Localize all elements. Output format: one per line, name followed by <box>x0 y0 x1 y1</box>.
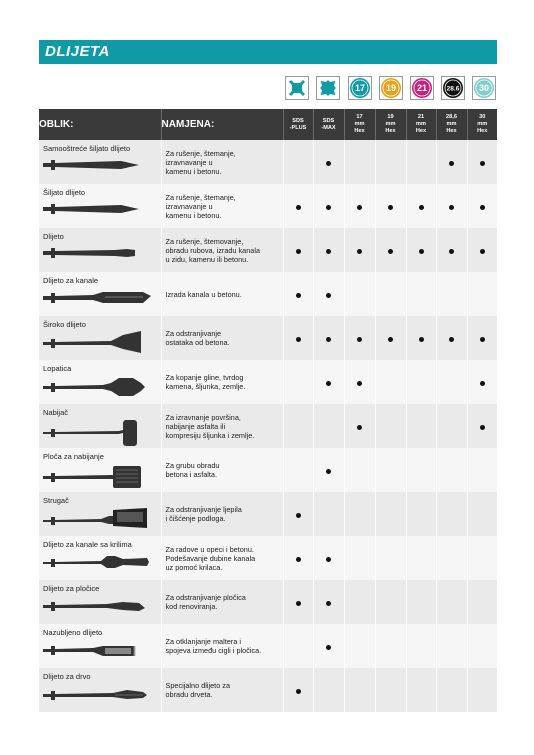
usage-line: nabijanje asfalta ili <box>165 421 226 431</box>
table-row <box>39 668 497 712</box>
compatible-dot-icon <box>480 161 485 166</box>
compatible-dot-icon <box>449 161 454 166</box>
header-oblik: OBLIK: <box>39 109 161 140</box>
hex-19-icon <box>379 76 403 100</box>
compatible-dot-icon <box>388 249 393 254</box>
compat-cell <box>283 624 313 668</box>
compatible-dot-icon <box>326 645 331 650</box>
compatible-dot-icon <box>419 205 424 210</box>
compatible-dot-icon <box>480 425 485 430</box>
compat-cell <box>283 228 313 272</box>
table-row <box>39 580 497 624</box>
compat-cell <box>406 624 436 668</box>
header-col-line: 17 <box>356 114 363 120</box>
usage-line: Izrada kanala u betonu. <box>165 289 242 299</box>
compatible-dot-icon <box>449 337 454 342</box>
tool-shape-cell <box>39 360 161 404</box>
compat-cell <box>406 228 436 272</box>
header-col-3 <box>375 109 406 140</box>
compatible-dot-icon <box>357 425 362 430</box>
compatible-dot-icon <box>357 381 362 386</box>
header-col-4 <box>406 109 436 140</box>
header-col-line: Hex <box>385 128 396 134</box>
compat-cell <box>344 668 375 712</box>
compat-cell <box>467 536 497 580</box>
compat-cell <box>467 580 497 624</box>
usage-line: uz pomoć krilaca. <box>165 562 223 572</box>
tool-usage <box>161 184 283 228</box>
compat-cell <box>467 184 497 228</box>
compat-cell <box>436 536 467 580</box>
compatible-dot-icon <box>296 205 301 210</box>
table-row <box>39 404 497 448</box>
compat-cell <box>406 492 436 536</box>
compat-cell <box>436 272 467 316</box>
compat-cell <box>283 140 313 184</box>
compatible-dot-icon <box>357 205 362 210</box>
compat-cell <box>375 580 406 624</box>
compatible-dot-icon <box>296 601 301 606</box>
compat-cell <box>375 228 406 272</box>
compatible-dot-icon <box>296 293 301 298</box>
svg-text:19: 19 <box>385 83 397 94</box>
table-row <box>39 492 497 536</box>
table-row <box>39 536 497 580</box>
compat-cell <box>467 316 497 360</box>
compat-cell <box>313 492 344 536</box>
compat-cell <box>283 272 313 316</box>
compat-cell <box>375 536 406 580</box>
tool-shape-cell <box>39 140 161 184</box>
tool-usage <box>161 492 283 536</box>
compat-cell <box>344 536 375 580</box>
sds-plus-icon <box>285 76 309 100</box>
compat-cell <box>375 272 406 316</box>
tool-name: Lopatica <box>43 364 72 373</box>
tool-shape-cell <box>39 624 161 668</box>
table-row <box>39 228 497 272</box>
compat-cell <box>283 580 313 624</box>
usage-line: u zidu, kamenu ili betonu. <box>165 254 249 264</box>
compat-cell <box>467 360 497 404</box>
tool-shape-cell <box>39 404 161 448</box>
tool-name: Dlijeto <box>43 232 64 241</box>
tool-name: Dlijeto za kanale <box>43 276 99 285</box>
compat-cell <box>375 316 406 360</box>
compatible-dot-icon <box>326 557 331 562</box>
compatible-dot-icon <box>449 249 454 254</box>
header-col-line: mm <box>385 121 396 127</box>
svg-text:30: 30 <box>478 83 490 94</box>
header-col-line: Hex <box>354 128 365 134</box>
tool-name: Dlijeto za kanale sa krilima <box>43 540 132 549</box>
usage-line: kod renoviranja. <box>165 602 218 611</box>
tool-shape-cell <box>39 536 161 580</box>
table-row <box>39 140 497 184</box>
compatible-dot-icon <box>326 293 331 298</box>
compat-cell <box>283 404 313 448</box>
compat-cell <box>436 140 467 184</box>
compat-cell <box>283 448 313 492</box>
compat-cell <box>436 184 467 228</box>
tool-name: Dlijeto za drvo <box>43 672 91 681</box>
compat-cell <box>375 624 406 668</box>
compatible-dot-icon <box>326 601 331 606</box>
compat-cell <box>344 140 375 184</box>
compat-cell <box>467 404 497 448</box>
compat-cell <box>313 228 344 272</box>
usage-line: ostataka od betona. <box>165 338 230 347</box>
compatible-dot-icon <box>296 337 301 342</box>
compat-cell <box>283 668 313 712</box>
header-col-line: mm <box>416 121 426 127</box>
header-col-0 <box>283 109 313 140</box>
usage-line: Za kopanje gline, tvrdog <box>165 373 244 382</box>
compat-cell <box>344 360 375 404</box>
table-row <box>39 624 497 668</box>
compat-cell <box>406 448 436 492</box>
usage-line: kamenu i betonu. <box>165 210 222 220</box>
usage-line: Specijalno dlijeto za <box>165 681 230 690</box>
tool-usage <box>161 580 283 624</box>
compatible-dot-icon <box>326 337 331 342</box>
header-col-line: mm <box>354 121 365 127</box>
compatible-dot-icon <box>480 205 485 210</box>
compat-cell <box>375 184 406 228</box>
compat-cell <box>406 272 436 316</box>
usage-line: Za otklanjanje maltera i <box>165 637 241 646</box>
usage-line: Za rušenje, štemanje, <box>165 192 236 202</box>
compat-cell <box>344 228 375 272</box>
compat-cell <box>436 316 467 360</box>
compat-cell <box>375 492 406 536</box>
usage-line: obradu drveta. <box>165 690 213 699</box>
compat-cell <box>344 624 375 668</box>
compat-cell <box>313 140 344 184</box>
hex-21-icon <box>410 76 434 100</box>
compatible-dot-icon <box>419 249 424 254</box>
compat-cell <box>344 184 375 228</box>
usage-line: Za odstranjivanje ljepila <box>165 505 242 514</box>
compat-cell <box>344 404 375 448</box>
compat-cell <box>313 404 344 448</box>
tool-usage <box>161 272 283 316</box>
compat-cell <box>283 360 313 404</box>
compat-cell <box>406 668 436 712</box>
header-col-line: SDS <box>292 117 304 124</box>
tool-usage <box>161 404 283 448</box>
compat-cell <box>467 228 497 272</box>
compatible-dot-icon <box>296 689 301 694</box>
tool-usage <box>161 448 283 492</box>
tool-shape-cell <box>39 184 161 228</box>
compat-cell <box>313 448 344 492</box>
chisel-table <box>39 109 497 712</box>
title-banner <box>39 40 497 64</box>
header-col-2 <box>344 109 375 140</box>
usage-line: Za odstranjivanje pločica <box>165 593 246 602</box>
usage-line: Za radove u opeci i betonu. <box>165 544 254 554</box>
hex-30-icon <box>472 76 496 100</box>
compat-cell <box>375 140 406 184</box>
compat-cell <box>283 536 313 580</box>
compatible-dot-icon <box>296 557 301 562</box>
usage-line: Za rušenje, štemanje, <box>165 148 236 158</box>
usage-line: kamena, šljunka, zemlje. <box>165 382 246 391</box>
table-row <box>39 316 497 360</box>
svg-text:21: 21 <box>416 83 428 94</box>
header-col-1 <box>313 109 344 140</box>
header-namjena: NAMJENA: <box>161 109 283 140</box>
compat-cell <box>313 360 344 404</box>
tool-name: Nabijač <box>43 408 69 417</box>
compat-cell <box>467 624 497 668</box>
compat-cell <box>406 580 436 624</box>
header-col-line: 28,6 <box>446 114 457 120</box>
usage-line: Za grubu obradu <box>165 461 220 470</box>
compatible-dot-icon <box>480 381 485 386</box>
usage-line: izravnavanje u <box>165 157 213 167</box>
compat-cell <box>313 184 344 228</box>
compatible-dot-icon <box>480 337 485 342</box>
compat-cell <box>467 668 497 712</box>
usage-line: kompresiju šljunka i zemlje. <box>165 430 255 440</box>
compatible-dot-icon <box>296 513 301 518</box>
compat-cell <box>467 492 497 536</box>
hex-28-6-icon <box>441 76 465 100</box>
tool-usage <box>161 360 283 404</box>
usage-line: obradu rubova, izradu kanala <box>165 245 261 255</box>
page-title: DLIJETA <box>45 43 110 60</box>
compatible-dot-icon <box>326 381 331 386</box>
compat-cell <box>344 272 375 316</box>
header-col-line: 21 <box>417 114 425 120</box>
compatible-dot-icon <box>326 469 331 474</box>
compat-cell <box>313 536 344 580</box>
header-col-6 <box>467 109 497 140</box>
usage-line: Podešavanje dubine kanala <box>165 553 256 563</box>
compat-cell <box>375 360 406 404</box>
header-col-line: mm <box>446 121 457 127</box>
compat-cell <box>436 668 467 712</box>
tool-shape-cell <box>39 448 161 492</box>
header-col-line: Hex <box>446 128 457 134</box>
table-row <box>39 448 497 492</box>
tool-usage <box>161 140 283 184</box>
compat-cell <box>283 316 313 360</box>
tool-usage <box>161 536 283 580</box>
sds-max-icon <box>316 76 340 100</box>
header-col-line: mm <box>477 121 488 127</box>
compatible-dot-icon <box>296 249 301 254</box>
tool-name: Strugač <box>43 496 69 505</box>
usage-line: Za izravnanje površina, <box>165 412 241 422</box>
compat-cell <box>344 580 375 624</box>
compatible-dot-icon <box>449 205 454 210</box>
tool-shape-cell <box>39 316 161 360</box>
compat-cell <box>344 448 375 492</box>
compat-cell <box>406 184 436 228</box>
compat-cell <box>436 492 467 536</box>
compat-cell <box>344 492 375 536</box>
compatible-dot-icon <box>326 205 331 210</box>
compatible-dot-icon <box>326 249 331 254</box>
compatible-dot-icon <box>480 249 485 254</box>
tool-usage <box>161 624 283 668</box>
compatible-dot-icon <box>388 205 393 210</box>
compat-cell <box>467 140 497 184</box>
tool-name: Šiljato dlijeto <box>43 188 86 197</box>
usage-line: betona i asfalta. <box>165 470 218 479</box>
header-col-line: Hex <box>415 128 427 134</box>
compat-cell <box>313 316 344 360</box>
compat-cell <box>375 404 406 448</box>
header-col-line: Hex <box>477 128 488 134</box>
header-col-line: SDS <box>322 117 335 124</box>
compat-cell <box>406 536 436 580</box>
usage-line: kamenu i betonu. <box>165 166 222 176</box>
compat-cell <box>406 316 436 360</box>
tool-name: Nazubljeno dlijeto <box>43 628 103 637</box>
compat-cell <box>375 448 406 492</box>
tool-name: Široko dlijeto <box>43 320 86 329</box>
tool-shape-cell <box>39 272 161 316</box>
compatible-dot-icon <box>326 161 331 166</box>
header-col-line: -PLUS <box>289 124 307 131</box>
compatible-dot-icon <box>357 337 362 342</box>
usage-line: izravnavanje u <box>165 201 213 211</box>
compat-cell <box>436 404 467 448</box>
compat-cell <box>406 360 436 404</box>
compat-cell <box>436 228 467 272</box>
table-header <box>39 109 497 140</box>
compat-cell <box>436 580 467 624</box>
tool-usage <box>161 228 283 272</box>
compat-cell <box>467 448 497 492</box>
compatible-dot-icon <box>419 337 424 342</box>
table-row <box>39 184 497 228</box>
svg-text:17: 17 <box>354 83 366 94</box>
tool-usage <box>161 316 283 360</box>
compat-cell <box>283 492 313 536</box>
tool-shape-cell <box>39 668 161 712</box>
usage-line: Za odstranjivanje <box>165 329 222 338</box>
tool-shape-cell <box>39 580 161 624</box>
compat-cell <box>313 668 344 712</box>
compatible-dot-icon <box>388 337 393 342</box>
compat-cell <box>313 580 344 624</box>
compat-cell <box>436 448 467 492</box>
table-row <box>39 272 497 316</box>
tool-name: Samooštreće šiljato dlijeto <box>43 144 131 153</box>
tool-usage <box>161 668 283 712</box>
tool-shape-cell <box>39 492 161 536</box>
compat-cell <box>436 360 467 404</box>
svg-text:28.6: 28.6 <box>446 85 460 93</box>
tool-name: Dlijeto za pločice <box>43 584 100 593</box>
compatible-dot-icon <box>357 249 362 254</box>
header-col-line: 30 <box>479 114 486 120</box>
tool-shape-cell <box>39 228 161 272</box>
compat-cell <box>436 624 467 668</box>
compat-cell <box>344 316 375 360</box>
compat-cell <box>406 140 436 184</box>
usage-line: i čišćenje podloga. <box>165 514 226 523</box>
usage-line: Za rušenje, štemovanje, <box>165 236 244 246</box>
hex-17-icon <box>348 76 372 100</box>
header-col-5 <box>436 109 467 140</box>
shank-icons-row <box>0 76 534 102</box>
compat-cell <box>313 272 344 316</box>
header-col-line: 19 <box>387 114 394 120</box>
compat-cell <box>283 184 313 228</box>
header-col-line: -MAX <box>321 124 336 131</box>
compat-cell <box>313 624 344 668</box>
usage-line: spojeva između cigli i pločica. <box>165 646 262 655</box>
compat-cell <box>375 668 406 712</box>
table-row <box>39 360 497 404</box>
compat-cell <box>467 272 497 316</box>
tool-name: Ploča za nabijanje <box>43 452 104 461</box>
compat-cell <box>406 404 436 448</box>
